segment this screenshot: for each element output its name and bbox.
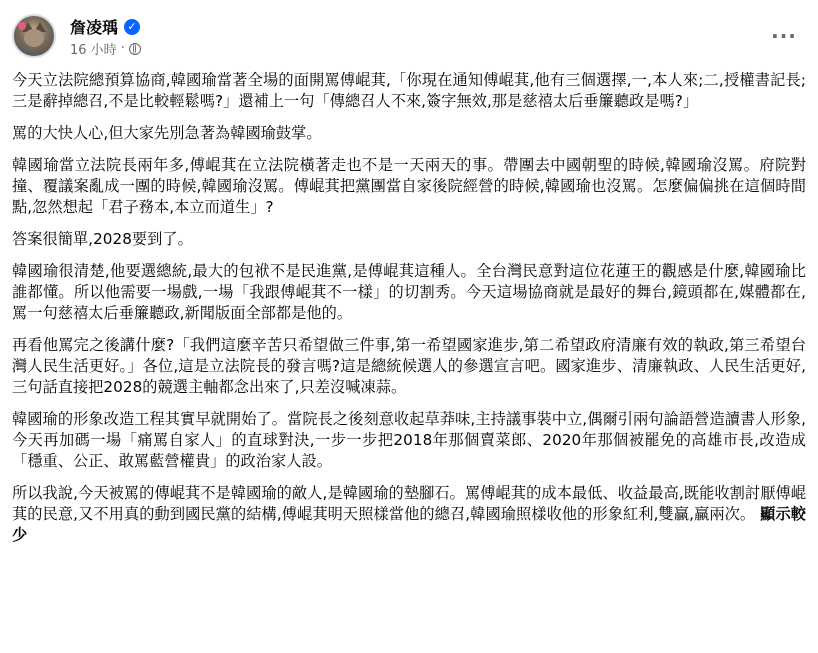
see-less-link[interactable]: 顯示較少: [12, 505, 806, 544]
post-paragraph: 韓國瑜很清楚,他要選總統,最大的包袱不是民進黨,是傅崐萁這種人。全台灣民意對這位花蓮王的觀感是什麼,韓國瑜比誰都懂。所以他需要一場戲,一場「我跟傅崐萁不一樣」的切割秀。今天這場協商就是最好的舞台,鏡頭都在,媒體都在,罵一句慈禧太后垂簾聽政,新聞版面全部都是他的。: [12, 262, 806, 322]
post-timestamp[interactable]: 16 小時: [70, 43, 117, 58]
post-paragraph-last: [12, 483, 806, 546]
avatar-cat-face: [24, 29, 44, 47]
post-meta: [70, 39, 141, 58]
post-paragraph: 答案很簡單,2028要到了。: [12, 230, 193, 248]
globe-icon[interactable]: [129, 43, 141, 55]
avatar-flower: [18, 22, 26, 30]
author-name[interactable]: 詹凌瑀: [70, 18, 119, 37]
more-options-button[interactable]: [766, 18, 802, 54]
author-line: [70, 15, 140, 38]
post-paragraph: 韓國瑜當立法院長兩年多,傅崐萁在立法院橫著走也不是一天兩天的事。帶團去中國朝聖的時候,韓國瑜沒罵。府院對撞、覆議案亂成一團的時候,韓國瑜沒罵。傅崐萁把黨團當自家後院經營的時候,韓國瑜也沒罵。怎麼偏偏挑在這個時間點,忽然想起「君子務本,本立而道生」?: [12, 156, 806, 216]
post-paragraph-text: 所以我說,今天被罵的傳崐萁不是韓國瑜的敵人,是韓國瑜的墊腳石。罵傅崐萁的成本最低、收益最高,既能收割討厭傅崐萁的民意,又不用真的動到國民黨的結構,傅崐萁明天照樣當他的總召,韓國瑜照樣收他的形象紅利,雙贏,贏兩次。: [12, 484, 806, 523]
meta-separator: ·: [120, 41, 125, 56]
post-body: [12, 70, 806, 557]
post-paragraph: 罵的大快人心,但大家先別急著為韓國瑜鼓掌。: [12, 124, 322, 142]
verified-badge-icon: ✓: [124, 19, 140, 35]
post-paragraph: 今天立法院總預算協商,韓國瑜當著全場的面開罵傅崐萁,「你現在通知傅崐萁,他有三個選擇,一,本人來;二,授權書記長;三是辭掉總召,不是比較輕鬆嗎?」還補上一句「傳總召人不來,簽字無效,那是慈禧太后垂簾聽政是嗎?」: [12, 71, 806, 110]
post-header: [12, 12, 806, 60]
post-paragraph: 再看他罵完之後講什麼?「我們這麼辛苦只希望做三件事,第一希望國家進步,第二希望政府清廉有效的執政,第三希望台灣人民生活更好。」各位,這是立法院長的發言嗎?這是總統候選人的參選宣言吧。國家進步、清廉執政、人民生活更好,三句話直接把2028的競選主軸都念出來了,只差沒喊凍蒜。: [12, 336, 806, 396]
post-paragraph: 韓國瑜的形象改造工程其實早就開始了。當院長之後刻意收起草莽味,主持議事裝中立,偶爾引兩句論語營造讀書人形象,今天再加碼一場「痛罵自家人」的直球對決,一步一步把2018年那個賣菜郎、2020年那個被罷免的高雄市長,改造成「穩重、公正、敢罵藍營權貴」的政治家人設。: [12, 410, 806, 470]
author-avatar[interactable]: [12, 14, 56, 58]
more-options-icon: ···: [771, 24, 797, 48]
